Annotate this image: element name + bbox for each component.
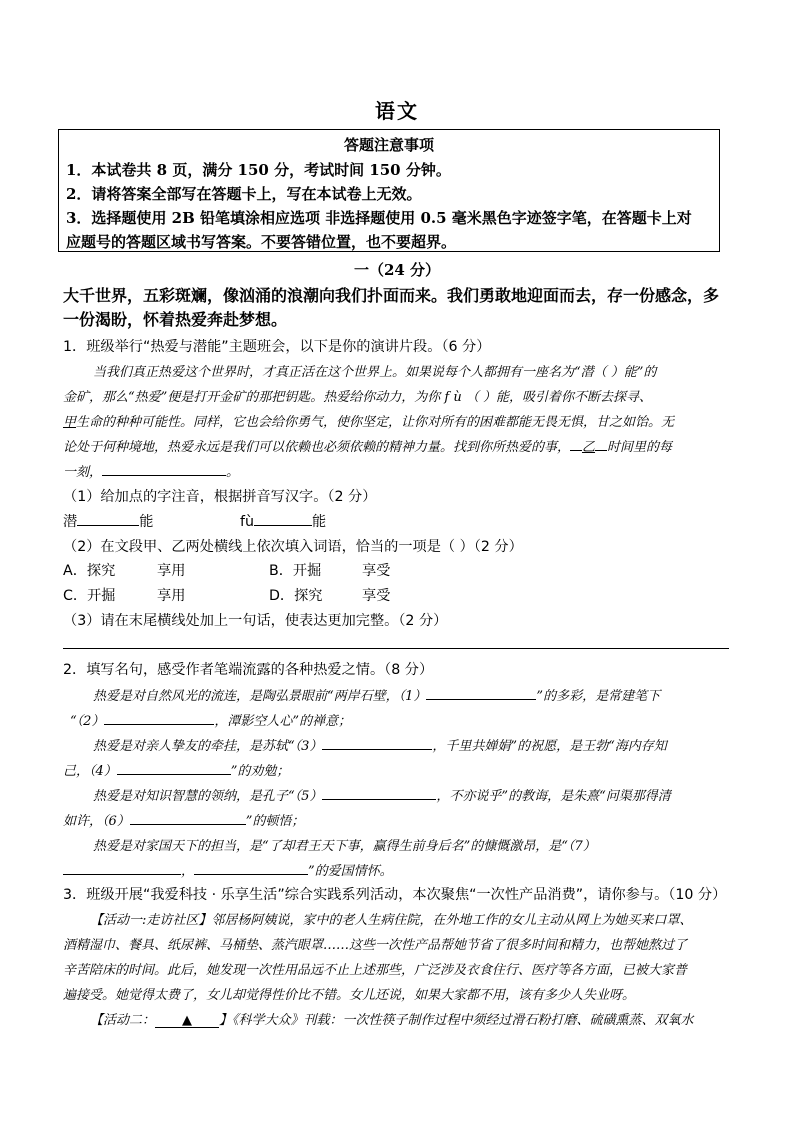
q3-para-line: 【活动二： ▲ 】《科学大众》刊载：一次性筷子制作过程中须经过滑石粉打磨、硫磺熏蒸、双氧水	[90, 1013, 694, 1028]
q1-passage-line: 当我们真正热爱这个世界时，才真正活在这个世界上。如果说每个人都拥有一座名为“潜（ ）能”的	[93, 365, 657, 380]
section-heading: 一（24 分）	[353, 261, 441, 279]
answer-blank[interactable]	[254, 511, 312, 526]
answer-blank[interactable]	[426, 685, 536, 700]
q2-line: 热爱是对知识智慧的领纳，是孔子“（5） ，不亦说乎”的教诲，是朱熹“问渠那得清	[93, 785, 671, 804]
notice-item: 1．本试卷共 8 页，满分 150 分，考试时间 150 分钟。	[66, 161, 451, 179]
answer-line[interactable]	[63, 648, 729, 649]
mark-jia: 甲	[63, 415, 77, 430]
q3-para-line: 酒精湿巾、餐具、纸尿裤、马桶垫、蒸汽眼罩……这些一次性产品帮她节省了很多时间和精力，也帮她熬过了	[63, 938, 688, 953]
notice-box	[58, 129, 720, 252]
option-c-word: 享用	[157, 588, 186, 604]
intro-line: 一份渴盼，怀着热爱奔赴梦想。	[63, 310, 288, 329]
q3-para-line: 【活动一:走访社区】邻居杨阿姨说，家中的老人生病住院，在外地工作的女儿主动从网上为她买来口罩、	[90, 913, 693, 928]
question-3-stem: 3．班级开展“我爱科技 · 乐享生活”综合实践系列活动，本次聚焦“一次性产品消费”，请你参与。（10 分）	[63, 887, 727, 903]
question-2-stem: 2．填写名句，感受作者笔端流露的各种热爱之情。（8 分）	[63, 662, 434, 678]
q2-line: 热爱是对亲人挚友的牵挂，是苏轼“（3） ，千里共婵娟”的祝愿，是王勃“海内存知	[93, 735, 667, 754]
q2-line: “（2） ，潭影空人心”的禅意；	[70, 710, 351, 729]
page-title: 语文	[375, 99, 419, 123]
q2-line: ， ”的爱国情怀。	[63, 860, 393, 879]
q2-line: 热爱是对自然风光的流连，是陶弘景眼前“两岸石壁，（1） ”的多彩，是常建笔下	[93, 685, 660, 704]
triangle-icon: ▲	[182, 1013, 193, 1028]
option-d[interactable]: D．探究	[269, 588, 323, 604]
answer-blank[interactable]	[322, 735, 432, 750]
answer-blank[interactable]	[117, 760, 231, 775]
answer-blank[interactable]	[322, 785, 436, 800]
q2-line: 热爱是对家国天下的担当，是“了却君王天下事，赢得生前身后名”的慷慨激昂，是“（7）	[93, 839, 596, 854]
answer-blank[interactable]	[130, 810, 246, 825]
option-a-word: 享用	[157, 563, 186, 579]
option-a[interactable]: A．探究	[63, 563, 116, 579]
question-1-stem: 1．班级举行“热爱与潜能”主题班会，以下是你的演讲片段。（6 分）	[63, 339, 491, 355]
q1-sub1: （1）给加点的字注音，根据拼音写汉字。（2 分）	[63, 489, 377, 505]
q3-para-line: 辛苦陪床的时间。此后，她发现一次性用品远不止上述那些，广泛涉及衣食住行、医疗等各方面，已被大家普	[63, 963, 688, 978]
q1-passage-line: 甲生命的种种可能性。同样，它也会给你勇气，使你坚定，让你对所有的困难都能无畏无惧，甘之如饴。无	[63, 415, 675, 430]
q1-sub3: （3）请在末尾横线处加上一句话，使表达更加完整。（2 分）	[63, 613, 448, 629]
q1-passage-line: 论处于何种境地，热爱永远是我们可以依赖也必须依赖的精神力量。找到你所热爱的事， 乙 时间里的每	[63, 436, 672, 455]
triangle-blank[interactable]	[155, 1013, 219, 1028]
q1-sub1-b: fù 能	[240, 511, 326, 531]
intro-line: 大千世界，五彩斑斓，像汹涌的浪潮向我们扑面而来。我们勇敢地迎面而去，存一份感念，多	[63, 286, 720, 305]
answer-blank[interactable]	[77, 511, 139, 526]
answer-blank[interactable]	[102, 461, 226, 476]
q1-sub2: （2）在文段甲、乙两处横线上依次填入词语，恰当的一项是（ ）（2 分）	[63, 539, 523, 555]
answer-blank[interactable]	[194, 860, 308, 875]
q1-sub1-a: 潜 能	[63, 511, 153, 531]
q2-line: 如许，（6） ”的顿悟；	[63, 810, 304, 829]
answer-blank[interactable]	[104, 710, 214, 725]
notice-heading: 答题注意事项	[343, 136, 434, 154]
q2-line: 己，（4） ”的劝勉；	[63, 760, 289, 779]
q1-passage-line: 一刻， 。	[63, 461, 239, 480]
notice-item: 应题号的答题区域书写答案。不要答错位置，也不要超界。	[66, 233, 457, 251]
q1-passage-line: 金矿，那么“热爱”便是打开金矿的那把钥匙。热爱给你动力，为你 f ù （ ）能，吸引着你不断去探寻、	[63, 390, 653, 405]
q3-para-line: 遍接受。她觉得太费了，女儿却觉得性价比不错。女儿还说，如果大家都不用，该有多少人失业呀。	[63, 988, 636, 1003]
option-b[interactable]: B．开掘	[269, 563, 322, 579]
mark-yi: 乙	[582, 440, 596, 455]
option-b-word: 享受	[362, 563, 391, 579]
notice-item: 3．选择题使用 2B 铅笔填涂相应选项 非选择题使用 0.5 毫米黑色字迹签字笔，在答题卡上对	[66, 209, 692, 227]
option-d-word: 享受	[362, 588, 391, 604]
option-c[interactable]: C．开掘	[63, 588, 116, 604]
answer-blank[interactable]	[63, 860, 181, 875]
notice-item: 2．请将答案全部写在答题卡上，写在本试卷上无效。	[66, 185, 422, 203]
